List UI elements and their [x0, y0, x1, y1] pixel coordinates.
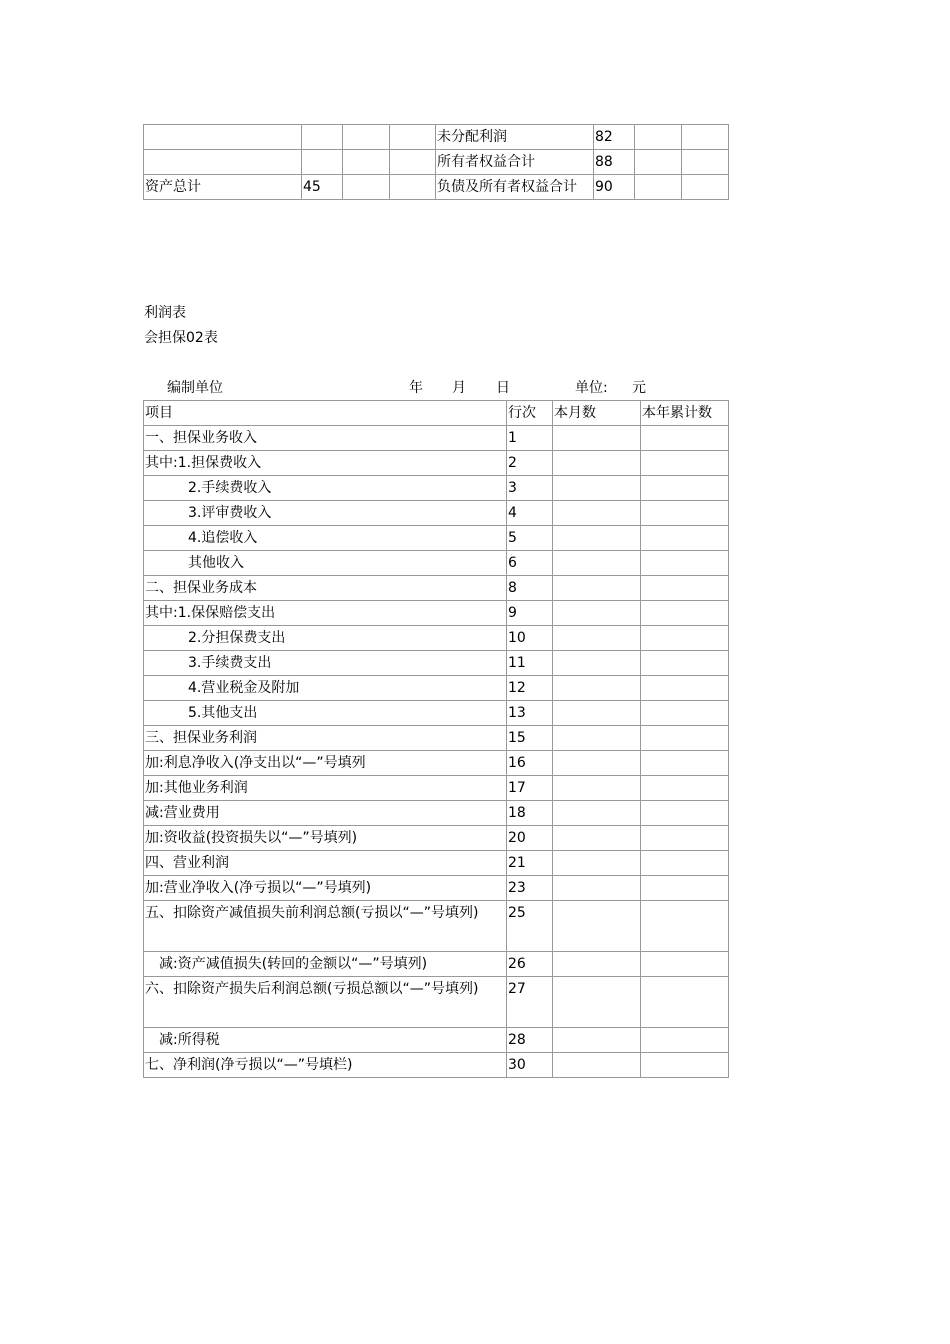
table-cell: 资产总计: [144, 175, 302, 200]
row-line-number: 12: [507, 676, 553, 701]
row-month-value: [553, 876, 641, 901]
row-line-number: 10: [507, 626, 553, 651]
table-cell: [302, 125, 343, 150]
row-item: 加:资收益(投资损失以“—”号填列): [144, 826, 507, 851]
row-line-number: 5: [507, 526, 553, 551]
balance-sheet-table: [143, 124, 729, 200]
row-ytd-value: [641, 626, 729, 651]
table-cell: 未分配利润: [436, 125, 594, 150]
row-item: 一、担保业务收入: [144, 426, 507, 451]
row-ytd-value: [641, 651, 729, 676]
row-item: 加:其他业务利润: [144, 776, 507, 801]
row-ytd-value: [641, 801, 729, 826]
currency-unit-label: 单位:: [575, 380, 608, 396]
row-line-number: 21: [507, 851, 553, 876]
row-item: 四、营业利润: [144, 851, 507, 876]
table-cell: [343, 175, 390, 200]
table-row: [144, 175, 729, 200]
table-cell: [390, 175, 436, 200]
table-row: [144, 952, 729, 977]
row-line-number: 2: [507, 451, 553, 476]
row-ytd-value: [641, 726, 729, 751]
column-header-ytd: 本年累计数: [641, 401, 729, 426]
row-item: 六、扣除资产损失后利润总额(亏损总额以“—”号填列): [144, 977, 507, 1028]
row-line-number: 4: [507, 501, 553, 526]
row-line-number: 11: [507, 651, 553, 676]
row-month-value: [553, 501, 641, 526]
table-row: [144, 426, 729, 451]
row-item: 七、净利润(净亏损以“—”号填栏): [144, 1053, 507, 1078]
row-ytd-value: [641, 851, 729, 876]
table-row: [144, 451, 729, 476]
row-month-value: [553, 426, 641, 451]
table-cell: 45: [302, 175, 343, 200]
row-ytd-value: [641, 601, 729, 626]
report-code: 会担保02表: [144, 330, 218, 346]
row-item: 减:营业费用: [144, 801, 507, 826]
day-label: 日: [496, 380, 510, 396]
report-title: 利润表: [144, 305, 186, 321]
table-cell: 82: [594, 125, 635, 150]
row-month-value: [553, 701, 641, 726]
row-line-number: 28: [507, 1028, 553, 1053]
row-month-value: [553, 901, 641, 952]
row-item: 2.手续费收入: [144, 476, 507, 501]
row-line-number: 8: [507, 576, 553, 601]
table-cell: [302, 150, 343, 175]
table-cell: [144, 125, 302, 150]
row-item: 3.手续费支出: [144, 651, 507, 676]
table-cell: [390, 150, 436, 175]
table-row: [144, 576, 729, 601]
table-row: [144, 751, 729, 776]
row-item: 2.分担保费支出: [144, 626, 507, 651]
row-ytd-value: [641, 676, 729, 701]
row-line-number: 23: [507, 876, 553, 901]
row-month-value: [553, 576, 641, 601]
table-row: [144, 851, 729, 876]
row-item: 减:所得税: [144, 1028, 507, 1053]
table-row: [144, 826, 729, 851]
table-row: [144, 876, 729, 901]
row-ytd-value: [641, 876, 729, 901]
row-ytd-value: [641, 826, 729, 851]
column-header-month: 本月数: [553, 401, 641, 426]
row-line-number: 3: [507, 476, 553, 501]
table-row: [144, 626, 729, 651]
row-ytd-value: [641, 776, 729, 801]
row-line-number: 17: [507, 776, 553, 801]
balance-sheet-body: [144, 125, 729, 200]
row-ytd-value: [641, 451, 729, 476]
row-month-value: [553, 1028, 641, 1053]
month-label: 月: [452, 380, 466, 396]
row-ytd-value: [641, 576, 729, 601]
header-row: [144, 401, 729, 426]
row-month-value: [553, 776, 641, 801]
row-item: 4.追偿收入: [144, 526, 507, 551]
row-ytd-value: [641, 551, 729, 576]
row-line-number: 20: [507, 826, 553, 851]
table-cell: [635, 150, 682, 175]
table-row: [144, 150, 729, 175]
compiling-unit-label: 编制单位: [167, 380, 223, 396]
table-row: [144, 701, 729, 726]
row-ytd-value: [641, 952, 729, 977]
year-label: 年: [409, 380, 423, 396]
currency-value: 元: [632, 380, 646, 396]
table-cell: [635, 125, 682, 150]
row-line-number: 18: [507, 801, 553, 826]
row-item: 五、扣除资产减值损失前利润总额(亏损以“—”号填列): [144, 901, 507, 952]
table-row: [144, 1028, 729, 1053]
row-item: 5.其他支出: [144, 701, 507, 726]
row-month-value: [553, 751, 641, 776]
table-cell: [144, 150, 302, 175]
table-row: [144, 526, 729, 551]
row-ytd-value: [641, 751, 729, 776]
row-ytd-value: [641, 901, 729, 952]
row-line-number: 16: [507, 751, 553, 776]
row-item: 二、担保业务成本: [144, 576, 507, 601]
row-ytd-value: [641, 501, 729, 526]
row-item: 其中:1.担保费收入: [144, 451, 507, 476]
row-line-number: 13: [507, 701, 553, 726]
row-item: 其他收入: [144, 551, 507, 576]
table-cell: [343, 150, 390, 175]
row-line-number: 1: [507, 426, 553, 451]
table-row: [144, 801, 729, 826]
row-item: 加:利息净收入(净支出以“—”号填列: [144, 751, 507, 776]
table-cell: [682, 150, 729, 175]
table-cell: [682, 175, 729, 200]
table-row: [144, 776, 729, 801]
table-row: [144, 977, 729, 1028]
row-month-value: [553, 801, 641, 826]
table-row: [144, 901, 729, 952]
row-month-value: [553, 551, 641, 576]
row-line-number: 9: [507, 601, 553, 626]
row-line-number: 26: [507, 952, 553, 977]
table-row: [144, 501, 729, 526]
row-ytd-value: [641, 977, 729, 1028]
row-item: 三、担保业务利润: [144, 726, 507, 751]
column-header-line: 行次: [507, 401, 553, 426]
table-cell: [343, 125, 390, 150]
row-item: 减:资产减值损失(转回的金额以“—”号填列): [144, 952, 507, 977]
table-cell: 88: [594, 150, 635, 175]
row-line-number: 15: [507, 726, 553, 751]
row-line-number: 25: [507, 901, 553, 952]
table-cell: 90: [594, 175, 635, 200]
row-month-value: [553, 601, 641, 626]
row-month-value: [553, 977, 641, 1028]
row-month-value: [553, 526, 641, 551]
row-item: 3.评审费收入: [144, 501, 507, 526]
table-row: [144, 651, 729, 676]
table-cell: 所有者权益合计: [436, 150, 594, 175]
row-ytd-value: [641, 1028, 729, 1053]
table-row: [144, 726, 729, 751]
row-line-number: 6: [507, 551, 553, 576]
income-statement-table: [143, 400, 729, 1078]
income-statement-body: [144, 426, 729, 1078]
row-item: 加:营业净收入(净亏损以“—”号填列): [144, 876, 507, 901]
table-row: [144, 476, 729, 501]
row-month-value: [553, 651, 641, 676]
row-ytd-value: [641, 476, 729, 501]
row-month-value: [553, 626, 641, 651]
row-ytd-value: [641, 1053, 729, 1078]
table-row: [144, 601, 729, 626]
table-cell: [635, 175, 682, 200]
row-month-value: [553, 476, 641, 501]
row-month-value: [553, 851, 641, 876]
row-month-value: [553, 726, 641, 751]
row-item: 其中:1.保保赔偿支出: [144, 601, 507, 626]
row-month-value: [553, 952, 641, 977]
row-month-value: [553, 451, 641, 476]
row-line-number: 27: [507, 977, 553, 1028]
row-line-number: 30: [507, 1053, 553, 1078]
row-month-value: [553, 826, 641, 851]
table-row: [144, 125, 729, 150]
table-row: [144, 676, 729, 701]
row-ytd-value: [641, 526, 729, 551]
table-cell: [390, 125, 436, 150]
column-header-item: 项目: [144, 401, 507, 426]
table-cell: 负债及所有者权益合计: [436, 175, 594, 200]
row-month-value: [553, 676, 641, 701]
table-row: [144, 551, 729, 576]
row-ytd-value: [641, 426, 729, 451]
row-item: 4.营业税金及附加: [144, 676, 507, 701]
table-row: [144, 1053, 729, 1078]
table-cell: [682, 125, 729, 150]
row-ytd-value: [641, 701, 729, 726]
row-month-value: [553, 1053, 641, 1078]
